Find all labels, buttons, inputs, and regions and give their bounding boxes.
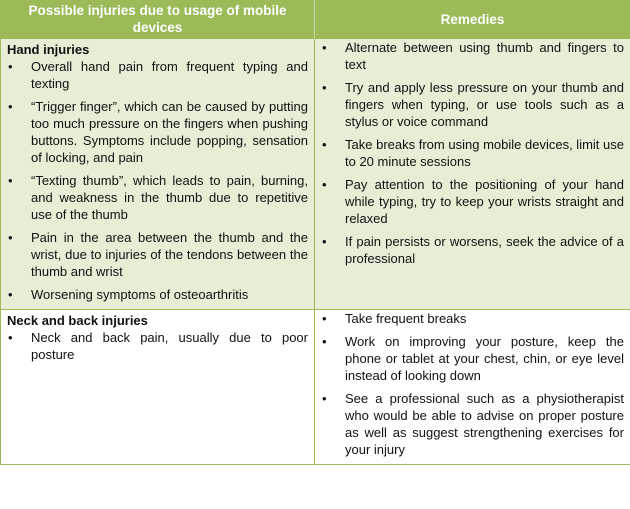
list-item: • Take frequent breaks — [315, 310, 630, 327]
table-header-row — [1, 0, 630, 39]
hand-injuries-list — [1, 58, 314, 303]
list-item: • Work on improving your posture, keep the phone or tablet at your chest, chin, or eye level instead of looking down — [315, 333, 630, 384]
neck-back-remedies-list — [315, 310, 630, 458]
list-item: • See a professional such as a physiotherapist who would be able to advise on proper posture as well as suggest strengthening exercises for your injury — [315, 390, 630, 458]
list-item: • Worsening symptoms of osteoarthritis — [1, 286, 314, 303]
neck-back-remedies-cell — [315, 310, 630, 465]
neck-back-injuries-list — [1, 329, 314, 363]
list-item: • Pain in the area between the thumb and the wrist, due to injuries of the tendons between the thumb and wrist — [1, 229, 314, 280]
list-item: • Overall hand pain from frequent typing and texting — [1, 58, 314, 92]
list-item: • Pay attention to the positioning of your hand while typing, try to keep your wrists straight and relaxed — [315, 176, 630, 227]
list-item: • Alternate between using thumb and fingers to text — [315, 39, 630, 73]
hand-remedies-cell — [315, 39, 630, 310]
list-item: • “Texting thumb”, which leads to pain, burning, and weakness in the thumb due to repetitive use of the thumb — [1, 172, 314, 223]
list-item: • Try and apply less pressure on your thumb and fingers when typing, or use tools such as a stylus or voice command — [315, 79, 630, 130]
section-title-neck-back: Neck and back injuries — [7, 313, 148, 328]
section-row-neck-back — [1, 310, 630, 465]
list-item: • Take breaks from using mobile devices, limit use to 20 minute sessions — [315, 136, 630, 170]
header-remedies: Remedies — [315, 0, 630, 39]
section-title-hand: Hand injuries — [7, 42, 90, 57]
hand-injuries-cell — [1, 39, 315, 310]
section-row-hand — [1, 39, 630, 310]
header-injuries: Possible injuries due to usage of mobile devices — [1, 0, 315, 39]
list-item: • “Trigger finger”, which can be caused by putting too much pressure on the fingers when pushing buttons. Symptoms include popping, sensation of locking, and pain — [1, 98, 314, 166]
hand-remedies-list — [315, 39, 630, 267]
neck-back-injuries-cell — [1, 310, 315, 465]
list-item: • Neck and back pain, usually due to poor posture — [1, 329, 314, 363]
list-item: • If pain persists or worsens, seek the advice of a professional — [315, 233, 630, 267]
